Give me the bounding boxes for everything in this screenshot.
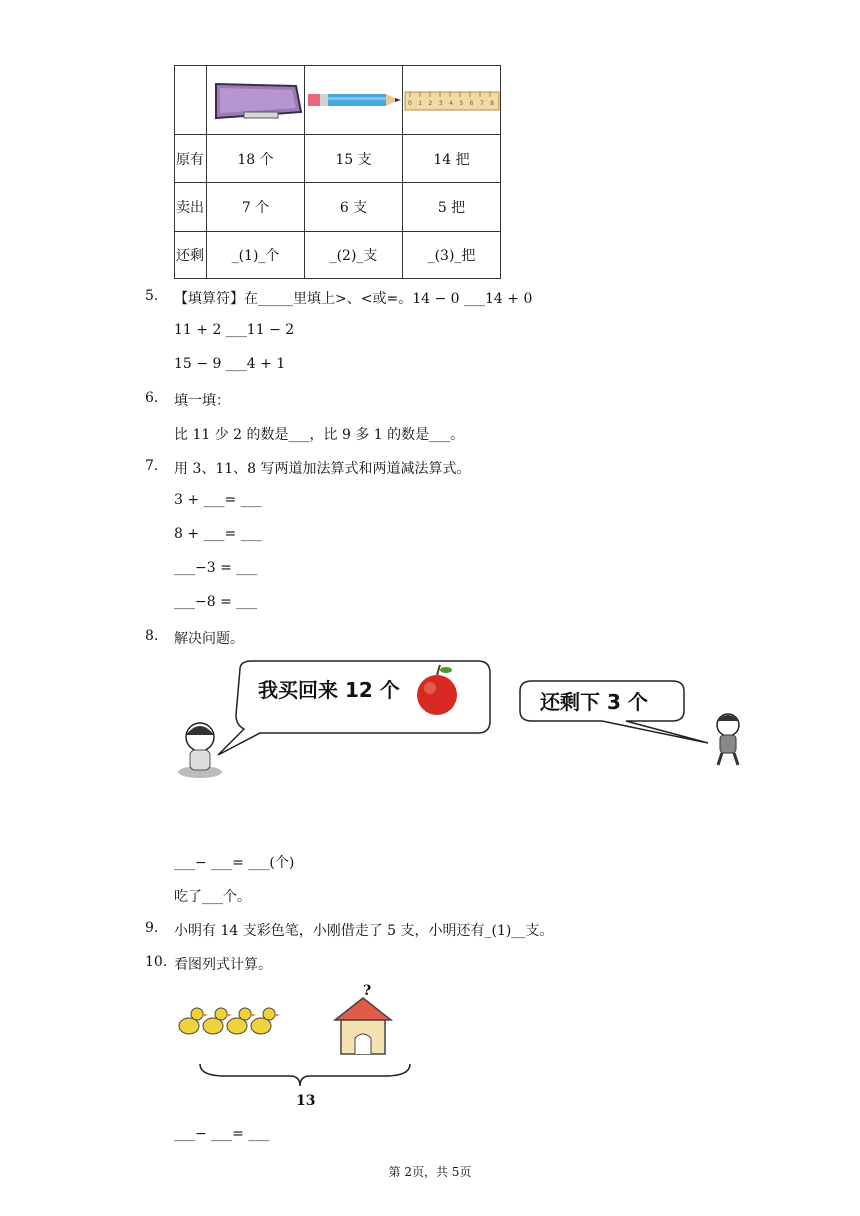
total-label: 13 [296, 1093, 316, 1109]
question-number: 5. [145, 288, 159, 304]
table-cell: 7 个 [207, 183, 305, 232]
row-label: 还剩 [175, 232, 207, 279]
question-line: 3 + ___= ___ [174, 492, 262, 508]
question-line: ___−8 = ___ [174, 594, 258, 610]
question-line: 吃了___个。 [174, 889, 251, 905]
table-image-row [175, 66, 501, 135]
pencil-case-image [207, 66, 305, 135]
question-text: 看图列式计算。 [174, 957, 272, 973]
table-row [175, 135, 501, 183]
table-cell: _(1)_个 [207, 232, 305, 279]
duck-icon [227, 1008, 256, 1034]
girl-figure-icon [717, 714, 739, 765]
question-text: 解决问题。 [174, 631, 244, 647]
duck-icon [203, 1008, 232, 1034]
question-text: 小明有 14 支彩色笔，小刚借走了 5 支，小明还有_(1)__支。 [174, 923, 554, 939]
page-footer: 第 2页，共 5页 [388, 1165, 472, 1179]
question-text: 填一填： [174, 393, 230, 409]
question-line: 11 + 2 ___11 − 2 [174, 322, 295, 338]
question-line: ___− ___= ___ [174, 1126, 270, 1142]
table-cell: 5 把 [403, 183, 501, 232]
question-number: 6. [145, 390, 159, 406]
table-cell: 18 个 [207, 135, 305, 183]
speech-bubble-1-text: 我买回来 12 个 [258, 678, 400, 702]
ducks-house-illustration [175, 980, 425, 1110]
row-label: 卖出 [175, 183, 207, 232]
question-line: 8 + ___= ___ [174, 526, 262, 542]
question-line: 比 11 少 2 的数是___，比 9 多 1 的数是___。 [174, 427, 465, 443]
question-number: 10. [145, 954, 168, 970]
question-text: 用 3、11、8 写两道加法算式和两道减法算式。 [174, 461, 471, 477]
pencil-image [305, 66, 403, 135]
speech-bubble-2-text: 还剩下 3 个 [540, 690, 648, 714]
goods-table [174, 65, 501, 279]
question-line: ___−3 = ___ [174, 560, 258, 576]
duck-icon [251, 1008, 280, 1034]
question-number: 7. [145, 458, 159, 474]
table-corner-cell [175, 66, 207, 135]
table-row [175, 183, 501, 232]
brace-line [200, 1064, 410, 1086]
question-text: 【填算符】在_____里填上>、<或=。14 − 0 ___14 + 0 [174, 291, 533, 307]
question-line: 15 − 9 ___4 + 1 [174, 356, 286, 372]
duck-icon [179, 1008, 208, 1034]
ruler-image [403, 66, 501, 135]
question-number: 8. [145, 628, 159, 644]
question-mark-label: ? [363, 983, 372, 999]
ruler-digits: 0 1 2 3 4 5 6 7 8 [407, 100, 494, 107]
table-cell: _(2)_支 [305, 232, 403, 279]
table-cell: 14 把 [403, 135, 501, 183]
row-label: 原有 [175, 135, 207, 183]
table-row [175, 232, 501, 279]
table-cell: _(3)_把 [403, 232, 501, 279]
table-cell: 6 支 [305, 183, 403, 232]
question-line: ___− ___= ___(个) [174, 855, 295, 871]
question-number: 9. [145, 920, 159, 936]
house-icon [335, 998, 391, 1054]
table-cell: 15 支 [305, 135, 403, 183]
girl-figure-icon [178, 723, 222, 778]
